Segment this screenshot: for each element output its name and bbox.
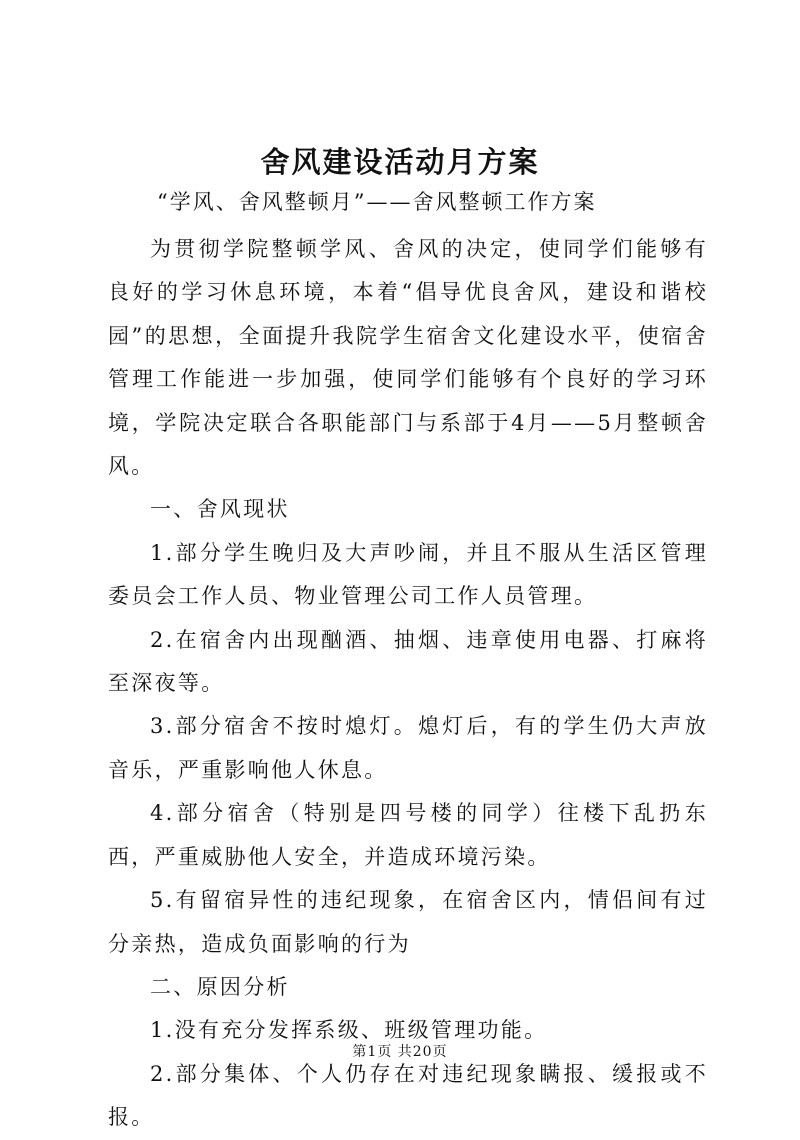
list-item: 3.部分宿舍不按时熄灯。熄灯后，有的学生仍大声放音乐，严重影响他人休息。: [108, 714, 708, 782]
list-item: 4.部分宿舍（特别是四号楼的同学）往楼下乱扔东西，严重威胁他人安全，并造成环境污染。: [108, 801, 708, 869]
list-item: 1.部分学生晚归及大声吵闹，并且不服从生活区管理委员会工作人员、物业管理公司工作人员管理。: [108, 540, 708, 609]
list-item: 5.有留宿异性的违纪现象，在宿舍区内，情侣间有过分亲热，造成负面影响的行为: [108, 888, 708, 956]
page-number: 第1页 共20页: [352, 1044, 448, 1060]
list-item: 2.在宿舍内出现酗酒、抽烟、违章使用电器、打麻将至深夜等。: [108, 627, 708, 696]
document-subtitle: “学风、舍风整顿月”——舍风整顿工作方案: [157, 190, 597, 214]
intro-paragraph: 为贯彻学院整顿学风、舍风的决定，使同学们能够有良好的学习休息环境，本着“倡导优良舍风，建设和谐校园”的思想，全面提升我院学生宿舍文化建设水平，使宿舍管理工作能进一步加强，使同学们能够有个良好的学习环境，学院决定联合各职能部门与系部于4月——5月整顿舍风。: [108, 237, 708, 479]
section-heading: 一、舍风现状: [150, 497, 290, 522]
section-heading: 二、原因分析: [150, 974, 290, 999]
document-body: [108, 228, 708, 1140]
list-item: 2.部分集体、个人仍存在对违纪现象瞒报、缓报或不报。: [108, 1061, 708, 1130]
list-item: 1.没有充分发挥系级、班级管理功能。: [150, 1018, 548, 1043]
document-title: 舍风建设活动月方案: [260, 145, 540, 179]
